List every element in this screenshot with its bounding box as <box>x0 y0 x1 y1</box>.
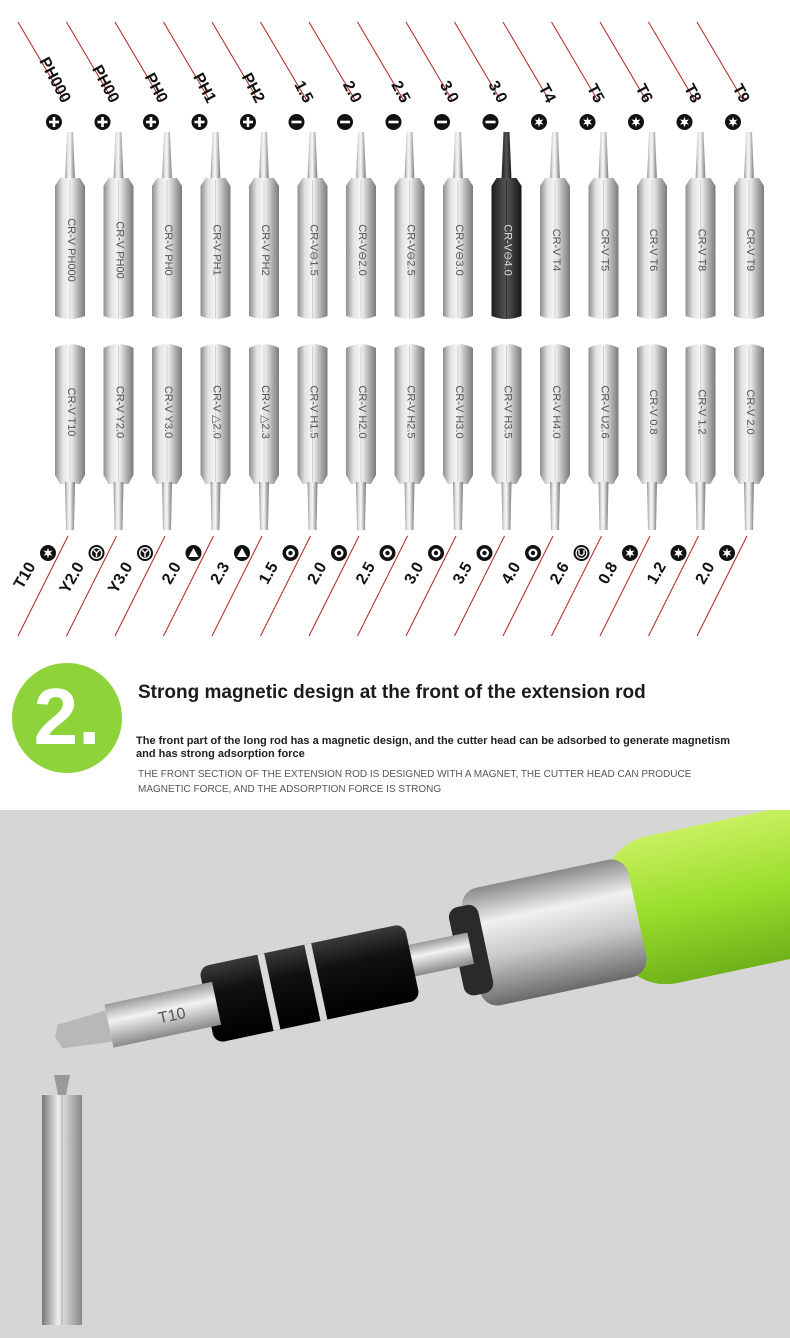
bit-mark: CR-V PH1 <box>210 224 223 276</box>
top-bit <box>395 132 425 319</box>
section-number-badge <box>12 663 122 773</box>
hex-icon <box>331 545 347 561</box>
top-bit <box>55 132 85 319</box>
torx-icon <box>628 114 644 130</box>
bottom-bit <box>152 344 182 530</box>
bottom-bit-label: 0.8 <box>595 559 622 588</box>
bottom-bit <box>55 344 85 530</box>
top-bit <box>346 132 376 319</box>
slotted-icon <box>337 114 353 130</box>
bottom-bit <box>346 344 376 530</box>
top-bit-label: T8 <box>680 81 704 106</box>
bit-mark: CR-V T8 <box>695 228 708 272</box>
bit-mark: CR-V PH0 <box>162 224 174 276</box>
bit-set-illustration <box>0 0 790 650</box>
top-bit-label: 2.5 <box>387 78 413 106</box>
top-bit-label: 1.5 <box>290 78 316 106</box>
torx-icon <box>677 114 693 130</box>
top-bit <box>686 132 716 319</box>
hex-icon <box>477 545 493 561</box>
bottom-bit-label: 2.0 <box>304 559 331 588</box>
bit-mark: CR-V H3.5 <box>501 385 514 439</box>
bit-mark: CR-V⊖2.0 <box>356 224 368 276</box>
bit-mark: CR-V Y2.0 <box>113 385 126 439</box>
top-bit <box>734 132 764 319</box>
tri-wing-icon <box>137 545 153 561</box>
bottom-bit <box>492 344 522 530</box>
top-bit <box>540 132 570 319</box>
feature-section <box>0 655 790 810</box>
hex-icon <box>380 545 396 561</box>
top-bit <box>637 132 667 319</box>
pentalobe-icon <box>622 545 638 561</box>
top-bit-label: PH00 <box>88 62 122 106</box>
bit-mark: CR-V⊖4.0 <box>501 224 514 276</box>
top-bit-label: T6 <box>631 81 656 106</box>
top-bit <box>589 132 619 319</box>
top-bit <box>443 132 473 319</box>
bit-mark: CR-V 2.0 <box>744 389 756 435</box>
bottom-bit <box>637 344 667 530</box>
slotted-icon <box>386 114 402 130</box>
bit-mark: CR-V T9 <box>744 228 756 272</box>
bit-mark: CR-V⊖2.5 <box>404 224 417 276</box>
hex-icon <box>283 545 299 561</box>
bit-mark: CR-V T6 <box>647 228 659 272</box>
phillips-icon <box>192 114 208 130</box>
bit-mark: CR-V PH000 <box>65 218 77 282</box>
top-bit-label: T9 <box>728 81 753 106</box>
triangle-icon <box>234 545 250 561</box>
bit-mark: CR-V H2.5 <box>404 385 417 439</box>
slotted-icon <box>483 114 499 130</box>
top-bit-label: PH000 <box>35 54 74 106</box>
bottom-bit-label: T10 <box>10 559 40 592</box>
section-title: Strong magnetic design at the front of the extension rod <box>138 682 646 703</box>
slotted-icon <box>289 114 305 130</box>
bottom-bit <box>104 344 134 530</box>
bit-mark: CR-V △2.0 <box>210 385 223 439</box>
bottom-bit <box>443 344 473 530</box>
top-bit <box>104 132 134 319</box>
top-bit-label: 2.0 <box>339 78 365 106</box>
top-bit-label: T5 <box>583 81 607 106</box>
section-description: The front part of the long rod has a magnetic design, and the cutter head can be adsorbed to generate magnetism and has strong adsorption force <box>136 735 731 760</box>
bit-mark: CR-V PH00 <box>113 221 126 279</box>
bottom-bit-label: 3.0 <box>401 559 428 588</box>
bottom-bit-label: Y2.0 <box>56 559 88 597</box>
bottom-bit-label: 2.0 <box>159 559 185 588</box>
phillips-icon <box>143 114 159 130</box>
torx-icon <box>531 114 547 130</box>
bit-mark: CR-V T10 <box>65 387 77 437</box>
bottom-bit-label: 2.0 <box>692 559 719 588</box>
bottom-bit <box>201 344 231 530</box>
section-number: 2. <box>33 672 101 761</box>
bottom-bit <box>395 344 425 530</box>
bottom-bit-label: 2.6 <box>547 559 573 588</box>
bit-mark: CR-V⊖3.0 <box>453 224 465 276</box>
top-bit <box>152 132 182 319</box>
top-bit-label: 3.0 <box>436 78 462 106</box>
top-bit <box>201 132 231 319</box>
torx-icon <box>725 114 741 130</box>
phillips-icon <box>95 114 111 130</box>
bottom-bit-label: 4.0 <box>498 559 525 588</box>
tri-wing-icon <box>89 545 105 561</box>
phillips-icon <box>240 114 256 130</box>
top-bit-label: PH2 <box>237 70 268 106</box>
section-description-caps: THE FRONT SECTION OF THE EXTENSION ROD IS DESIGNED WITH A MAGNET, THE CUTTER HEAD CAN PRODUCE MAGNETIC FORCE, AND THE ADSORPTION FORCE IS STRONG <box>138 769 692 795</box>
bit-mark: CR-V U2.6 <box>598 385 611 439</box>
torx-icon <box>580 114 596 130</box>
top-bit-label: PH1 <box>189 70 219 106</box>
torx-icon <box>40 545 56 561</box>
bit-mark: CR-V H4.0 <box>550 385 562 439</box>
bottom-bit-label: 2.3 <box>207 559 234 588</box>
bottom-bit <box>540 344 570 530</box>
bit-set-panel <box>0 0 790 650</box>
bit-mark: CR-V⊖1.5 <box>307 224 320 276</box>
bottom-bit-label: 2.5 <box>353 559 379 588</box>
bottom-bit <box>589 344 619 530</box>
top-bit <box>492 132 522 319</box>
bottom-bit-label: 1.2 <box>644 559 670 588</box>
hex-icon <box>525 545 541 561</box>
bit-mark: CR-V PH2 <box>259 224 271 276</box>
triangle-icon <box>186 545 202 561</box>
pentalobe-icon <box>719 545 735 561</box>
top-bit-label: PH0 <box>140 70 171 106</box>
top-bit-label: T4 <box>534 81 559 106</box>
bit-mark: CR-V H2.0 <box>356 385 368 439</box>
bottom-bit <box>734 344 764 530</box>
bit-mark: T10 <box>156 1005 188 1028</box>
product-photo <box>0 810 790 1338</box>
u-shape-icon <box>574 545 590 561</box>
bottom-bit <box>249 344 279 530</box>
pentalobe-icon <box>671 545 687 561</box>
bit-mark: CR-V △2.3 <box>259 385 271 439</box>
bottom-bit-label: 3.5 <box>450 559 476 588</box>
bottom-bit-label: 1.5 <box>256 559 282 588</box>
bottom-bit <box>298 344 328 530</box>
bit-mark: CR-V T5 <box>598 228 611 272</box>
top-bit <box>249 132 279 319</box>
hex-icon <box>428 545 444 561</box>
bit-mark: CR-V H3.0 <box>453 385 465 439</box>
bit-mark: CR-V 1.2 <box>695 389 708 435</box>
bit-mark: CR-V T4 <box>550 228 562 272</box>
phillips-icon <box>46 114 62 130</box>
top-bit <box>298 132 328 319</box>
bit-mark: CR-V Y3.0 <box>162 385 174 439</box>
hanging-bit <box>42 1075 82 1325</box>
bottom-bit-label: Y3.0 <box>105 559 137 597</box>
bit-mark: CR-V H1.5 <box>307 385 320 439</box>
screwdriver-illustration <box>0 810 790 1338</box>
slotted-icon <box>434 114 450 130</box>
bit-mark: CR-V 0.8 <box>647 389 659 435</box>
top-bit-label: 3.0 <box>484 78 510 106</box>
bottom-bit <box>686 344 716 530</box>
